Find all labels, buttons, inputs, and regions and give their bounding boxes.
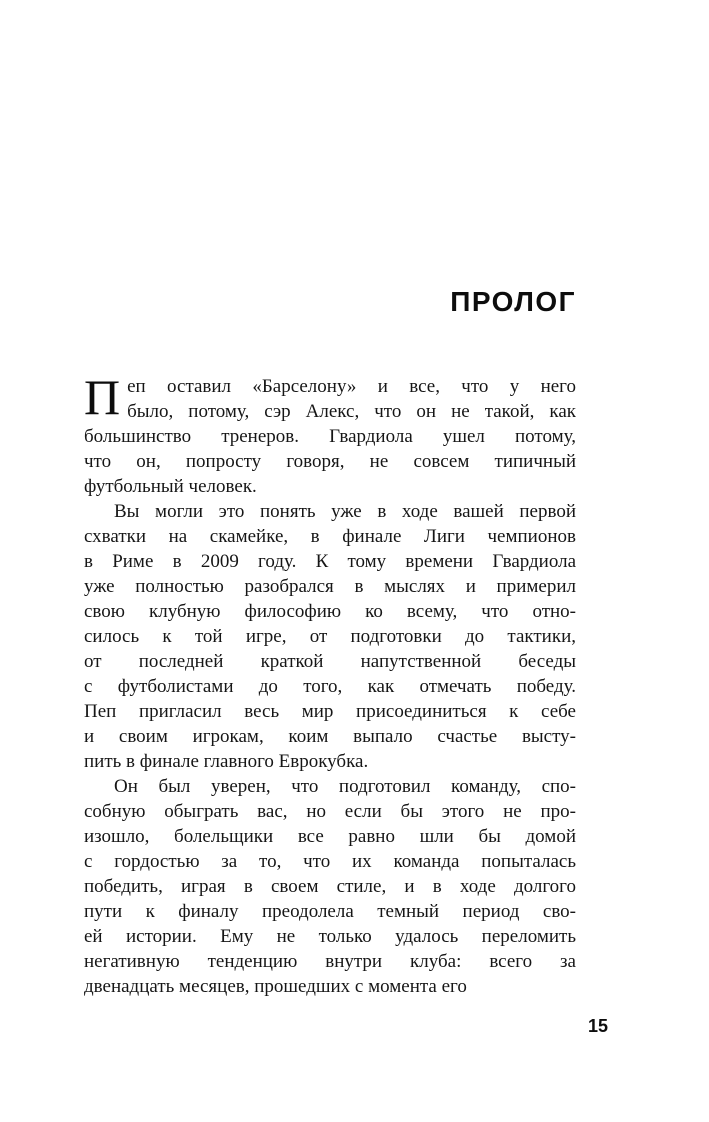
text-line: еп оставил «Барселону» и все, что у него — [127, 376, 576, 397]
text-line: уже полностью разобрался в мыслях и примерил — [84, 576, 576, 597]
text-line: с футболистами до того, как отмечать победу. — [84, 676, 576, 697]
text-line: с гордостью за то, что их команда попыталась — [84, 851, 576, 872]
text-line: Он был уверен, что подготовил команду, спо- — [114, 776, 576, 797]
paragraph — [84, 499, 576, 774]
text-line: что он, попросту говоря, не совсем типичный — [84, 451, 576, 472]
text-line: пути к финалу преодолела темный период сво- — [84, 901, 576, 922]
text-line: футбольный человек. — [84, 476, 257, 497]
text-line: изошло, болельщики все равно шли бы домой — [84, 826, 576, 847]
text-line: негативную тенденцию внутри клуба: всего за — [84, 951, 576, 972]
text-line: силось к той игре, от подготовки до тактики, — [84, 626, 576, 647]
paragraph — [84, 774, 576, 999]
chapter-heading: ПРОЛОГ — [450, 286, 576, 317]
drop-cap: П — [84, 369, 121, 425]
text-line: большинство тренеров. Гвардиола ушел потому, — [84, 426, 576, 447]
page-number: 15 — [587, 1016, 608, 1036]
text-line: Пеп пригласил весь мир присоединиться к себе — [84, 701, 576, 722]
text-block — [84, 369, 576, 999]
text-line: схватки на скамейке, в финале Лиги чемпионов — [84, 526, 576, 547]
text-line: Вы могли это понять уже в ходе вашей первой — [114, 501, 576, 522]
text-line: двенадцать месяцев, прошедших с момента его — [84, 976, 467, 997]
text-line: в Риме в 2009 году. К тому времени Гвардиола — [84, 551, 576, 572]
text-line: было, потому, сэр Алекс, что он не такой, как — [127, 401, 576, 422]
text-line: собную обыграть вас, но если бы этого не про- — [84, 801, 576, 822]
paragraph — [84, 369, 576, 499]
text-line: от последней краткой напутственной беседы — [84, 651, 576, 672]
text-line: пить в финале главного Еврокубка. — [84, 751, 369, 772]
text-line: ей истории. Ему не только удалось переломить — [84, 926, 576, 947]
text-line: победить, играя в своем стиле, и в ходе долгого — [84, 876, 576, 897]
text-line: свою клубную философию ко всему, что отно- — [84, 601, 576, 622]
text-line: и своим игрокам, коим выпало счастье высту- — [84, 726, 576, 747]
